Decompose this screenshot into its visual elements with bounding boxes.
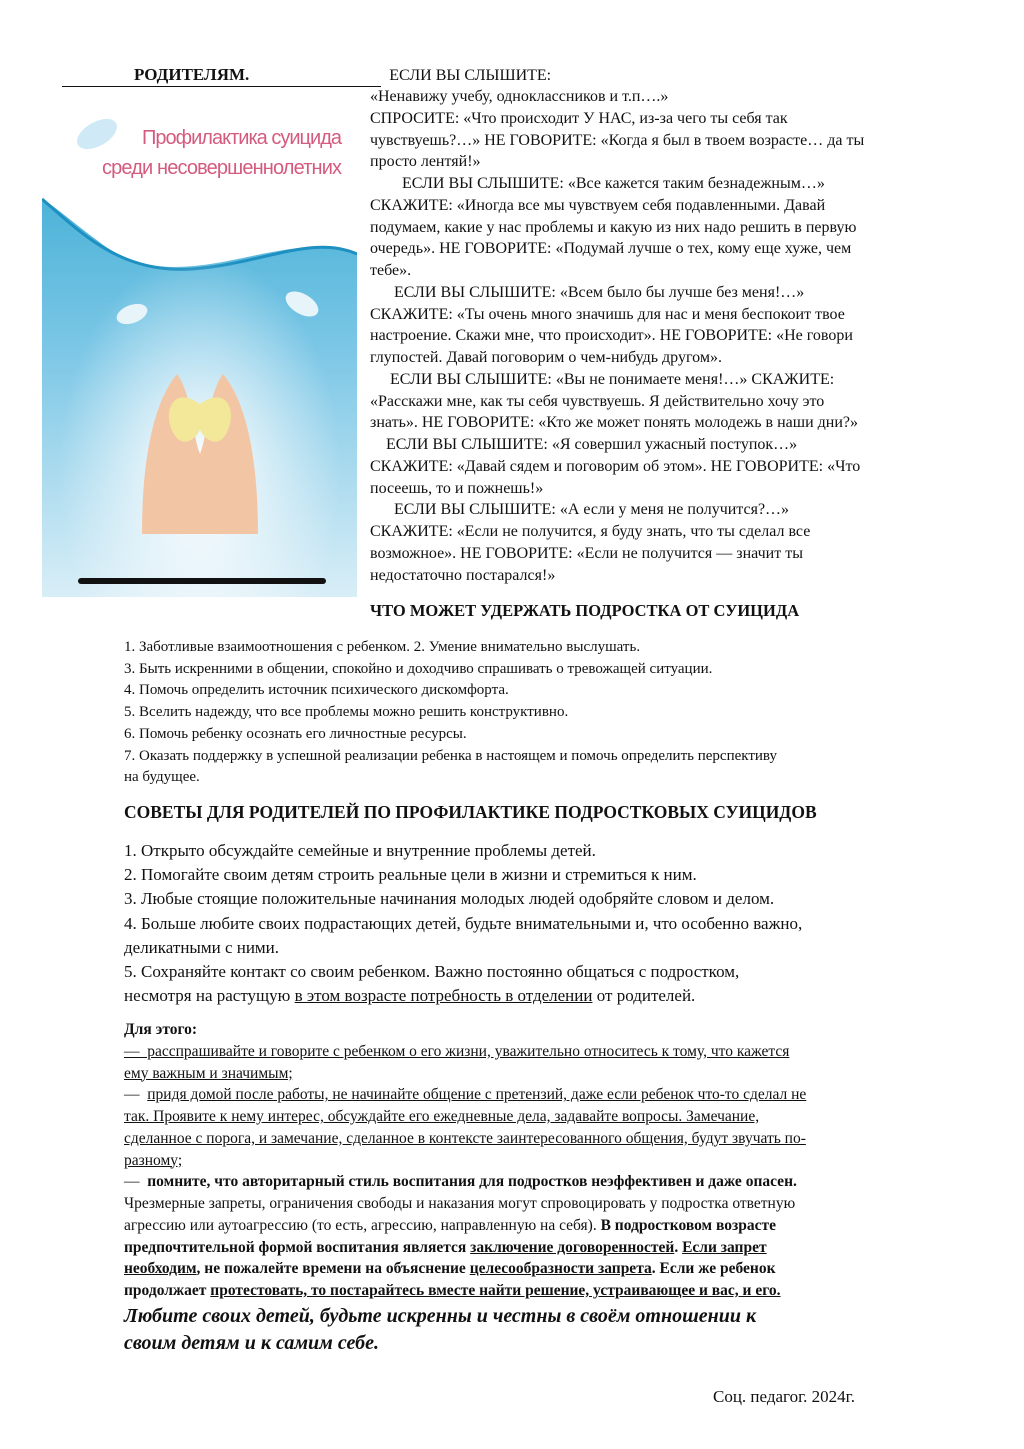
text-segment: так. Проявите к нему интерес, обсуждайте его ежедневные дела, задавайте вопросы. Замечание, [124,1108,760,1125]
text-line [124,1106,806,1128]
poster-image [42,104,357,597]
text-segment: в этом возрасте потребность в отделении [294,986,593,1006]
text-line [124,1171,806,1193]
text-segment: целесообразности запрета [469,1260,652,1278]
text-segment: сделанное с порога, и замечание, сделанное в контексте заинтересованного общения, будут звучать по- [124,1129,806,1147]
text-line: ЕСЛИ ВЫ СЛЫШИТЕ: «Вы не понимаете меня!…» СКАЖИТЕ: [370,370,835,388]
text-segment: необходим [124,1260,197,1278]
what-helps-list [124,637,777,789]
text-line: 1. Заботливые взаимоотношения с ребенком. 2. Умение внимательно выслушать. [124,639,641,655]
text-segment: помните, что авторитарный стиль воспитания для подростков неэффективен и даже опасен. [147,1173,797,1191]
text-segment: деликатными с ними. [124,937,280,957]
text-segment: протестовать, то постарайтесь вместе найти решение, устраивающее и вас, и его. [210,1282,781,1299]
text-line: глупостей. Давай поговорим о чем-нибудь другом». [370,349,722,366]
text-line [124,1258,806,1280]
text-line: 5. Вселить надежду, что все проблемы можно решить конструктивно. [124,704,569,721]
text-segment: предпочтительной формой воспитания является [124,1238,471,1256]
text-segment: 1. Открыто обсуждайте семейные и внутренние проблемы детей. [124,841,596,860]
text-line: СКАЖИТЕ: «Если не получится, я буду знать, что ты сделал все [370,523,811,540]
text-line [124,912,802,936]
text-segment: — [124,1173,148,1191]
text-line [124,1019,806,1041]
advice-dialogue [370,86,864,586]
text-line: «Расскажи мне, как ты себя чувствуешь. Я действительно хочу это [370,392,825,410]
text-line [124,1193,806,1215]
text-line: недостаточно постарался!» [370,566,556,584]
text-segment: Чрезмерные запреты, ограничения свободы и наказания могут спровоцировать у подростка ответную [124,1195,796,1212]
text-line: посеешь, то и пожнешь!» [370,479,544,497]
text-segment: 5. Сохраняйте контакт со своим ребенком. Важно постоянно общаться с подростком, [124,962,740,982]
text-line: тебе». [370,262,412,279]
text-line: ЕСЛИ ВЫ СЛЫШИТЕ: «А если у меня не получится?…» [370,501,790,519]
text-segment: . Если же ребенок [651,1260,776,1278]
text-segment: придя домой после работы, не начинайте общение с претензий, даже если ребенок что-то сделал не [147,1086,807,1104]
text-line [124,1237,806,1259]
text-segment: — [124,1086,148,1104]
text-line [124,1041,806,1063]
advice-list [124,839,802,1008]
text-line [124,960,802,984]
text-line: СКАЖИТЕ: «Иногда все мы чувствуем себя подавленными. Давай [370,196,826,214]
text-line: возможное». НЕ ГОВОРИТЕ: «Если не получится — значит ты [370,544,803,562]
section-heading-advice: СОВЕТЫ ДЛЯ РОДИТЕЛЕЙ ПО ПРОФИЛАКТИКЕ ПОДРОСТКОВЫХ СУИЦИДОВ [124,802,817,822]
signature: Соц. педагог. 2024г. [713,1387,855,1406]
text-line [124,1150,806,1172]
section-heading-what-helps: ЧТО МОЖЕТ УДЕРЖАТЬ ПОДРОСТКА ОТ СУИЦИДА [370,601,800,620]
text-line: СПРОСИТЕ: «Что происходит У НАС, из-за чего ты себя так [370,109,788,127]
poster-title-1: Профилактика суицида [142,127,342,149]
text-line: 7. Оказать поддержку в успешной реализации ребенка в настоящем и помочь определить перспективу [124,747,777,764]
text-line [124,1084,806,1106]
text-line: на будущее. [124,769,200,786]
text-line: настроение. Скажи мне, что происходит». НЕ ГОВОРИТЕ: «Не говори [370,327,853,345]
text-line [124,936,802,960]
poster-title-2: среди несовершеннолетних [102,157,342,179]
text-line [124,887,802,911]
text-line: СКАЖИТЕ: «Давай сядем и поговорим об этом». НЕ ГОВОРИТЕ: «Что [370,457,861,475]
text-line [124,984,802,1008]
text-line: подумаем, какие у нас проблемы и какую из них надо решить в первую [370,218,857,236]
text-line [124,1128,806,1150]
closing-message [124,1303,756,1357]
text-line [124,863,802,887]
text-line: 4. Помочь определить источник психического дискомфорта. [124,682,509,699]
text-segment: , не пожалейте времени на объяснение [196,1260,470,1278]
text-line: просто лентяй!» [370,153,481,171]
text-segment: Если запрет [682,1238,767,1256]
closing-line: своим детям и к самим себе. [124,1332,379,1354]
text-segment: . [674,1238,683,1256]
right-first-line: ЕСЛИ ВЫ СЛЫШИТЕ: [389,67,552,84]
text-segment: от родителей. [592,986,696,1006]
text-line [124,1215,806,1237]
text-line [124,1280,806,1302]
text-segment: 3. Любые стоящие положительные начинания молодых людей одобряйте словом и делом. [124,889,775,909]
text-line: СКАЖИТЕ: «Ты очень много значишь для нас и меня беспокоит твое [370,305,845,323]
text-line [124,1063,806,1085]
text-segment: 4. Больше любите своих подрастающих детей, будьте внимательными и, что особенно важно, [124,913,803,933]
for-this-section [124,1019,806,1302]
header-line [62,64,551,87]
text-line [124,839,802,863]
text-line: 6. Помочь ребенку осознать его личностные ресурсы. [124,725,467,742]
text-line: ЕСЛИ ВЫ СЛЫШИТЕ: «Всем было бы лучше без меня!…» [370,283,805,301]
text-segment: Для этого: [124,1021,198,1038]
text-line: знать». НЕ ГОВОРИТЕ: «Кто же может понять молодежь в наши дни?» [370,414,858,432]
text-segment: — расспрашивайте и говорите с ребенком о его жизни, уважительно относитесь к тому, что кажется [124,1042,790,1060]
text-segment: продолжает [124,1282,211,1299]
text-segment: агрессию или аутоагрессию (то есть, агрессию, направленную на себя). [124,1216,601,1234]
text-line: «Ненавижу учебу, одноклассников и т.п….» [370,88,669,105]
text-line: очередь». НЕ ГОВОРИТЕ: «Подумай лучше о тех, кому еще хуже, чем [370,240,852,258]
text-segment: заключение договоренностей [470,1238,675,1256]
text-line: 3. Быть искренними в общении, спокойно и доходчиво спрашивать о тревожащей ситуации. [124,660,713,677]
doc-title: РОДИТЕЛЯМ. [62,64,381,87]
text-segment: В подростковом возрасте [600,1216,776,1234]
text-line: ЕСЛИ ВЫ СЛЫШИТЕ: «Я совершил ужасный поступок…» [370,436,798,453]
text-segment: 2. Помогайте своим детям строить реальные цели в жизни и стремиться к ним. [124,865,697,885]
text-segment: разному; [124,1151,183,1169]
text-segment: ему важным и значимым; [124,1064,293,1082]
closing-line: Любите своих детей, будьте искренны и честны в своём отношении к [124,1305,757,1327]
text-line: чувствуешь?…» НЕ ГОВОРИТЕ: «Когда я был в твоем возрасте… да ты [370,131,865,149]
text-line: ЕСЛИ ВЫ СЛЫШИТЕ: «Все кажется таким безнадежным…» [370,175,825,192]
text-segment: несмотря на растущую [124,986,295,1006]
